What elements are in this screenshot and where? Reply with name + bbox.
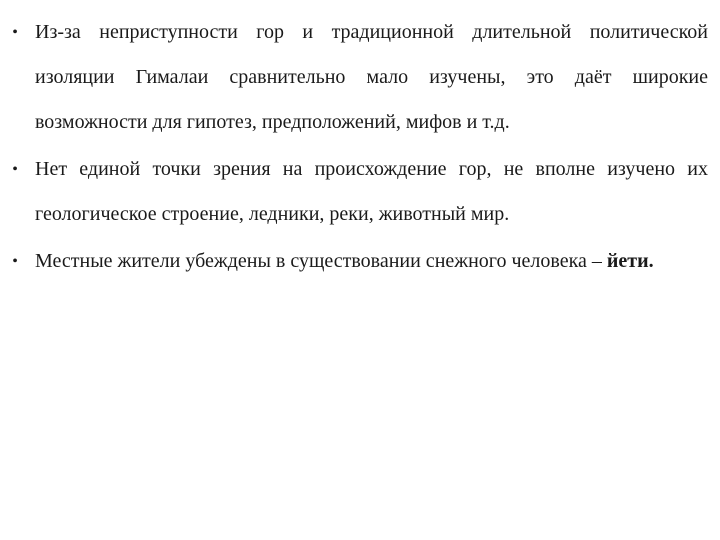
bullet-icon: • <box>12 24 18 41</box>
bullet-text: Местные жители убеждены в существовании снежного человека – <box>35 250 607 272</box>
bullet-list <box>8 10 708 286</box>
bullet-text: Из-за неприступности гор и традиционной длительной политической изоляции Гималаи сравнительно мало изучены, это даёт широкие возможности для гипотез, предположений, мифов и т.д. <box>35 21 708 133</box>
bullet-text: Нет единой точки зрения на происхождение гор, не вполне изучено их геологическое строение, ледники, реки, животный мир. <box>35 158 708 225</box>
list-item <box>8 239 708 284</box>
list-item <box>8 10 708 145</box>
emphasis-text: йети. <box>606 250 654 272</box>
bullet-icon: • <box>12 161 18 178</box>
bullet-icon: • <box>12 253 18 270</box>
list-item <box>8 147 708 237</box>
